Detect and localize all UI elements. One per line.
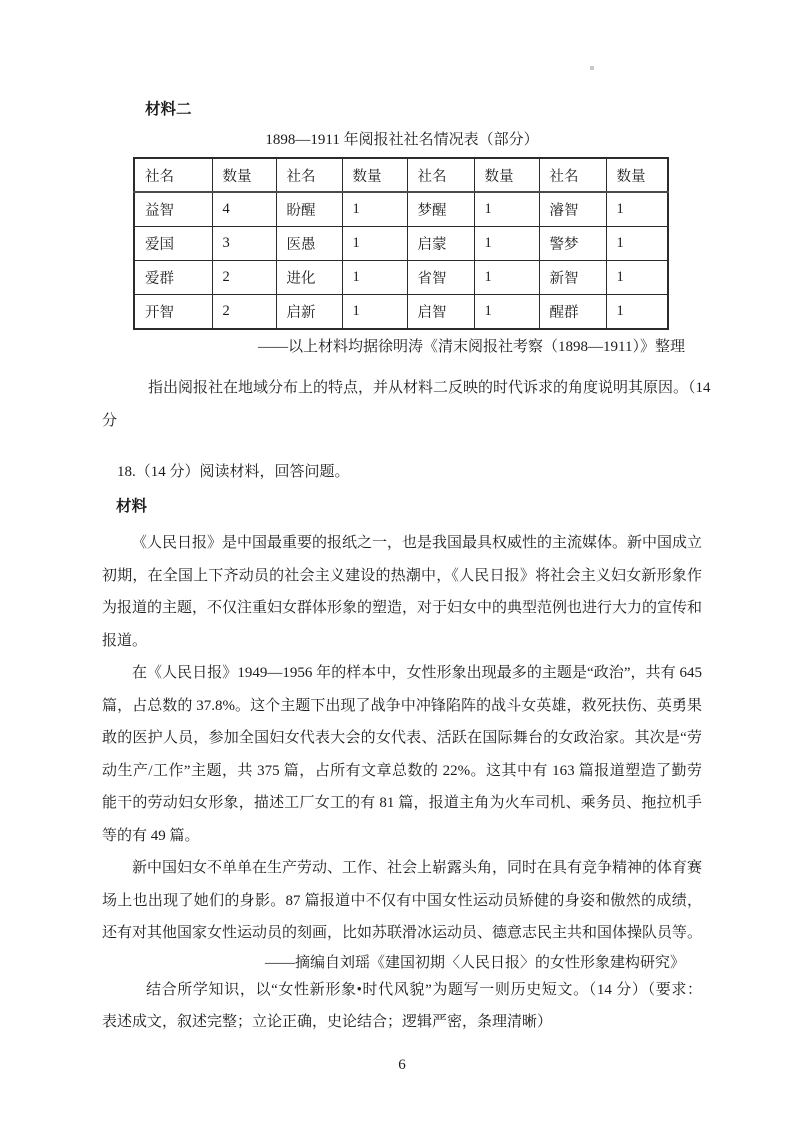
- table-header-cell: 社名: [407, 158, 474, 192]
- table-cell: 益智: [134, 192, 212, 227]
- table-cell: 醒群: [539, 295, 606, 330]
- table-cell: 爱群: [134, 261, 212, 295]
- table-cell: 警梦: [539, 227, 606, 261]
- material-label: 材料: [116, 498, 148, 515]
- table-header-cell: 数量: [212, 158, 276, 192]
- material-paragraphs: [102, 527, 702, 950]
- table-cell: 1: [606, 261, 668, 295]
- table-title: 1898—1911 年阅报社社名情况表（部分）: [265, 132, 539, 148]
- table-row: [134, 192, 668, 227]
- paragraph-line: 能干的劳动妇女形象，描述工厂女工的有 81 篇，报道主角为火车司机、乘务员、拖拉机手: [102, 795, 702, 811]
- table-header-cell: 社名: [134, 158, 212, 192]
- task-line: 结合所学知识，以“女性新形象•时代风貌”为题写一则历史短文。（14 分）（要求：: [146, 981, 702, 998]
- table-cell: 1: [342, 261, 407, 295]
- table-cell: 1: [474, 295, 539, 330]
- paragraph-line: 动生产/工作”主题，共 375 篇，占所有文章总数的 22%。这其中有 163 篇报道塑造了勤劳: [102, 762, 702, 779]
- table-cell: 1: [474, 192, 539, 227]
- table-cell: 3: [212, 227, 276, 261]
- table-row: [134, 261, 668, 295]
- table-cell: 省智: [407, 261, 474, 295]
- paragraph-line: 场上也出现了她们的身影。87 篇报道中不仅有中国女性运动员矫健的身姿和傲然的成绩，: [102, 892, 702, 909]
- paragraph-line: 等的有 49 篇。: [102, 827, 200, 844]
- table-cell: 1: [474, 227, 539, 261]
- table-row: [134, 295, 668, 330]
- material-two-label: 材料二: [145, 101, 192, 118]
- question-text-line: 分: [102, 412, 118, 429]
- table-cell: 1: [606, 192, 668, 227]
- table-cell: 1: [342, 192, 407, 227]
- material-two-source: ——以上材料均据徐明涛《清末阅报社考察（1898—1911）》整理: [258, 339, 685, 355]
- table-body: [134, 192, 668, 329]
- table-cell: 新智: [539, 261, 606, 295]
- table-cell: 启新: [276, 295, 342, 330]
- question-18-source: ——摘编自刘瑶《建国初期〈人民日报〉的女性形象建构研究》: [264, 954, 685, 971]
- paragraph-line: 在《人民日报》1949—1956 年的样本中，女性形象出现最多的主题是“政治”，共有 645: [132, 665, 702, 681]
- material-two-question: [102, 372, 711, 437]
- table-cell: 2: [212, 295, 276, 330]
- question-text-line: 指出阅报社在地域分布上的特点，并从材料二反映的时代诉求的角度说明其原因。（14: [148, 380, 711, 396]
- paragraph-line: 还有对其他国家女性运动员的刻画，比如苏联滑冰运动员、德意志民主共和国体操队员等。: [102, 925, 703, 941]
- table-cell: 启蒙: [407, 227, 474, 261]
- question-18-task: [102, 974, 702, 1039]
- paragraph-line: 《人民日报》是中国最重要的报纸之一，也是我国最具权威性的主流媒体。新中国成立: [132, 535, 703, 551]
- table-cell: 4: [212, 192, 276, 227]
- table-row: [134, 227, 668, 261]
- table-cell: 爱国: [134, 227, 212, 261]
- table-cell: 1: [474, 261, 539, 295]
- paragraph-line: 初期，在全国上下齐动员的社会主义建设的热潮中，《人民日报》将社会主义妇女新形象作: [102, 567, 702, 584]
- page-number: 6: [398, 1056, 406, 1073]
- table-cell: 盼醒: [276, 192, 342, 227]
- table-cell: 启智: [407, 295, 474, 330]
- table-cell: 1: [606, 227, 668, 261]
- reading-societies-table: [133, 157, 669, 330]
- task-line: 表述成文，叙述完整；立论正确，史论结合；逻辑严密，条理清晰）: [102, 1014, 553, 1030]
- table-header-cell: 数量: [606, 158, 668, 192]
- table-cell: 梦醒: [407, 192, 474, 227]
- paragraph-line: 新中国妇女不单单在生产劳动、工作、社会上崭露头角，同时在具有竞争精神的体育赛: [132, 860, 703, 876]
- paragraph-line: 篇，占总数的 37.8%。这个主题下出现了战争中冲锋陷阵的战斗女英雄，救死扶伤、英勇果: [102, 697, 702, 714]
- page-content: [102, 0, 711, 1075]
- table-cell: 1: [342, 227, 407, 261]
- table-cell: 1: [606, 295, 668, 330]
- table-cell: 2: [212, 261, 276, 295]
- table-header-cell: 社名: [539, 158, 606, 192]
- table-cell: 医愚: [276, 227, 342, 261]
- table-header-cell: 数量: [474, 158, 539, 192]
- table-cell: 濬智: [539, 192, 606, 227]
- table-header-row: [134, 158, 668, 192]
- table-cell: 进化: [276, 261, 342, 295]
- paragraph-line: 报道。: [102, 632, 148, 649]
- table-header-cell: 数量: [342, 158, 407, 192]
- paragraph-line: 为报道的主题，不仅注重妇女群体形象的塑造，对于妇女中的典型范例也进行大力的宣传和: [102, 600, 703, 616]
- table-header-cell: 社名: [276, 158, 342, 192]
- paragraph-line: 敢的医护人员，参加全国妇女代表大会的女代表、活跃在国际舞台的女政治家。其次是“劳: [102, 730, 702, 746]
- table-cell: 1: [342, 295, 407, 330]
- table-cell: 开智: [134, 295, 212, 330]
- question-18-heading: 18.（14 分）阅读材料，回答问题。: [117, 464, 350, 480]
